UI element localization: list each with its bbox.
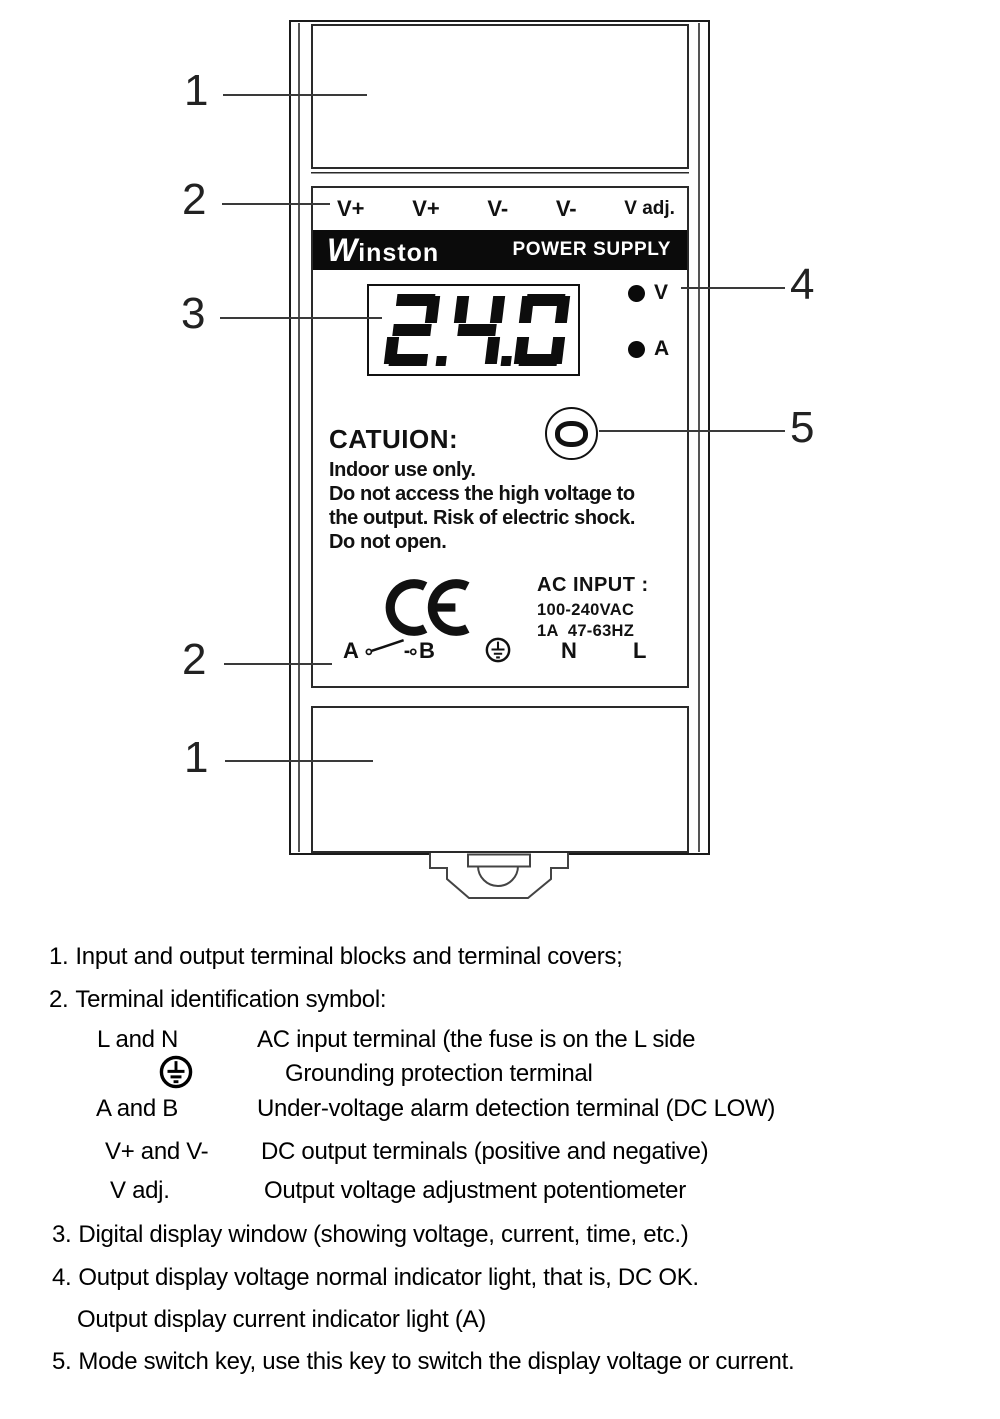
brand-logo xyxy=(327,232,439,269)
body-left-rail-line xyxy=(298,23,300,852)
legend-item-text: Digital display window (showing voltage, current, time, etc.) xyxy=(78,1221,689,1248)
terminal-label-l: L xyxy=(633,638,647,663)
bottom-terminal-block xyxy=(311,706,689,853)
legend-term-a-and-b: A and B xyxy=(96,1095,178,1122)
legend-item-number: 4. xyxy=(52,1264,72,1291)
legend-desc-vadj: Output voltage adjustment potentiometer xyxy=(264,1177,686,1204)
ce-mark-icon xyxy=(383,578,471,642)
legend-item-number: 3. xyxy=(52,1221,72,1248)
terminal-label-vplus-2: V+ xyxy=(412,196,440,221)
legend-item-4-continued xyxy=(77,1305,486,1335)
ground-icon xyxy=(485,637,511,668)
product-name: POWER SUPPLY xyxy=(512,239,671,260)
mode-switch-button xyxy=(545,407,598,460)
current-indicator-label: A xyxy=(654,337,670,360)
legend-item-text: Terminal identification symbol: xyxy=(75,986,387,1013)
callout-2-bottom-line xyxy=(224,663,332,665)
legend-item-number: 1. xyxy=(49,943,69,970)
legend-item-3 xyxy=(52,1220,688,1250)
terminal-label-vadj: V adj. xyxy=(624,198,675,219)
terminal-label-a: A xyxy=(343,638,359,663)
caution-line: Indoor use only. xyxy=(329,459,476,481)
label-panel xyxy=(311,186,689,688)
legend-desc-a-and-b: Under-voltage alarm detection terminal (DC LOW) xyxy=(257,1095,776,1122)
legend-desc-vplus-vminus: DC output terminals (positive and negative) xyxy=(261,1138,709,1165)
current-indicator-led xyxy=(628,341,645,358)
ac-input-frequency: 1A 47-63HZ xyxy=(537,622,635,640)
legend-term-vplus-vminus: V+ and V- xyxy=(105,1138,209,1165)
caution-line: Do not open. xyxy=(329,531,447,553)
decimal-point xyxy=(436,356,447,366)
callout-2-top: 2 xyxy=(182,175,207,224)
ac-input-voltage: 100-240VAC xyxy=(537,601,635,619)
legend-item-number: 5. xyxy=(52,1348,72,1375)
callout-3: 3 xyxy=(181,289,206,338)
ac-input-title: AC INPUT : xyxy=(537,574,649,596)
brand-logo-rest: inston xyxy=(358,238,440,267)
caution-title: CATUION: xyxy=(329,424,459,454)
callout-1-bottom: 1 xyxy=(184,733,209,782)
voltage-indicator xyxy=(628,281,668,305)
brand-logo-w: W xyxy=(327,231,358,268)
terminal-label-n: N xyxy=(561,638,577,663)
terminal-label-vplus-1: V+ xyxy=(337,196,365,221)
mode-switch-button-ring xyxy=(555,421,588,447)
callout-1-top-line xyxy=(223,94,367,96)
brand-bar xyxy=(313,230,687,270)
callout-4-line xyxy=(681,287,785,289)
callout-5-line xyxy=(599,430,785,432)
legend-item-text: Output display voltage normal indicator light, that is, DC OK. xyxy=(78,1264,699,1291)
legend-desc-l-and-n: AC input terminal (the fuse is on the L side xyxy=(257,1026,696,1053)
seven-segment-digit xyxy=(514,294,571,366)
decimal-point xyxy=(501,356,512,366)
output-terminal-labels xyxy=(313,188,687,230)
ac-input-spec xyxy=(537,574,649,642)
legend-term-vadj: V adj. xyxy=(110,1177,170,1204)
current-indicator xyxy=(628,337,669,361)
callout-5: 5 xyxy=(790,403,815,452)
callout-1-top: 1 xyxy=(184,66,209,115)
callout-3-line xyxy=(220,317,382,319)
digital-display-window xyxy=(367,284,580,376)
legend-desc-grounding: Grounding protection terminal xyxy=(285,1060,593,1087)
voltage-indicator-led xyxy=(628,285,645,302)
callout-2-top-line xyxy=(222,203,330,205)
caution-line: the output. Risk of electric shock. xyxy=(329,507,636,529)
voltage-indicator-label: V xyxy=(654,281,669,304)
seven-segment-digit xyxy=(384,294,441,366)
body-right-rail-line xyxy=(698,23,700,852)
legend-item-text: Input and output terminal blocks and terminal covers; xyxy=(75,943,623,970)
legend-item-2 xyxy=(49,985,386,1015)
legend-item-4 xyxy=(52,1263,699,1293)
legend-item-number: 2. xyxy=(49,986,69,1013)
callout-1-bottom-line xyxy=(225,760,373,762)
legend-item-text: Output display current indicator light (A) xyxy=(77,1306,486,1333)
callout-2-bottom: 2 xyxy=(182,635,207,684)
caution-text xyxy=(329,458,635,554)
caution-line: Do not access the high voltage to xyxy=(329,483,635,505)
callout-4: 4 xyxy=(790,260,815,309)
din-rail-clip xyxy=(424,853,576,908)
switch-contact-icon xyxy=(365,636,421,663)
seven-segment-digit xyxy=(449,294,506,366)
terminal-label-vminus-1: V- xyxy=(487,196,509,221)
terminal-label-vminus-2: V- xyxy=(555,196,577,221)
top-terminal-block xyxy=(311,24,689,169)
terminal-label-b: B xyxy=(419,638,435,663)
ground-icon xyxy=(159,1055,193,1094)
legend-item-5 xyxy=(52,1347,794,1377)
legend-item-1 xyxy=(49,942,623,972)
seven-segment-readout xyxy=(388,294,566,366)
legend-item-text: Mode switch key, use this key to switch the display voltage or current. xyxy=(78,1348,795,1375)
legend-term-l-and-n: L and N xyxy=(97,1026,179,1053)
